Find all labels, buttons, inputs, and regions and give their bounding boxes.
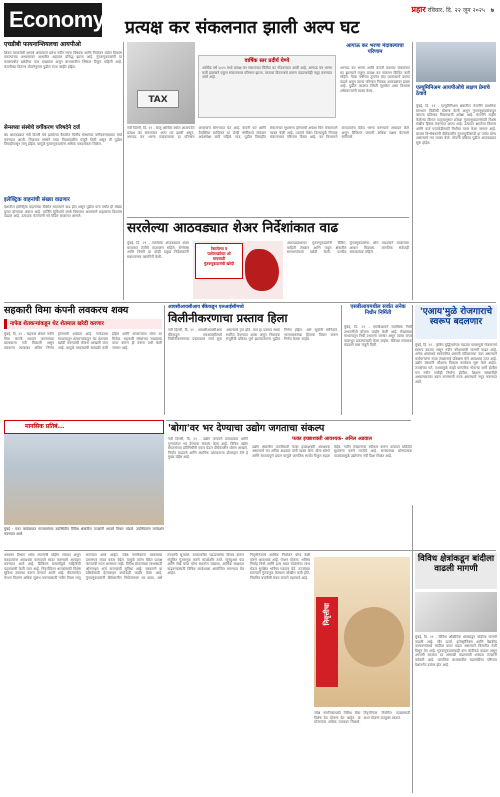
badge-line: मायसाठी	[212, 256, 226, 261]
boxout-title: वार्षिक स्तर प्रदीर्घ घेण्ये	[244, 58, 290, 64]
callout-box	[252, 437, 412, 547]
section-divider	[166, 420, 411, 421]
nafed-kicker	[4, 319, 162, 329]
dateline: रविवार, दि. २२ जून २०२५	[427, 7, 485, 14]
section-divider	[4, 302, 496, 303]
silver-headline-box	[415, 553, 497, 589]
badge-line: गुंतवणूकदारांची खरेदी	[204, 261, 234, 266]
market-badge	[195, 243, 243, 279]
retirement-badge-text: निवृत्तीचा	[322, 603, 331, 626]
article-text: मुंबई, दि. २१ - एल्युमिनिअम क्षेत्रातील कंपनीने प्राथमिक समभाग विक्रीची घोषणा केली असून गुंतवणूकदारांकडून चांगला प्रतिसाद मिळण्याची अपेक्षा आहे. कंपनीने जाहीर केलेल्या किंमत पट्ट्यानुसार छोट्या गुंतवणूकदारांसाठी विशेष राखीव हिस्सा ठेवण्यात आला आहे. उत्पादन क्षमतेचा विस्तार आणि कर्ज परतफेडीसाठी निधीचा वापर केला जाणार आहे. बाजार विश्लेषकांनी दीर्घकालीन गुंतवणुकीसाठी हा पर्याय योग्य असल्याचे मत व्यक्त केले. नोंदणी प्रक्रिया पुढील आठवड्यात सुरू होईल.	[416, 104, 496, 145]
insurance-headline: सहकारी विमा कंपनी लवकरच शक्य	[4, 305, 129, 316]
article-text: मुंबई, दि. २१ - विविध औद्योगिक क्षेत्रांकडून चांदीला मागणी वाढली आहे. सौर ऊर्जा, इलेक्ट्रॉनिक्स आणि वैद्यकीय उपकरणांमध्ये चांदीचा वापर वाढत असल्याने किमतीत तेजी दिसून येत आहे. गुंतवणूकदारांचाही कल चांदीकडे वाढला असून आगामी काळात दर आणखी वाढण्याची शक्यता तज्ज्ञांनी वर्तवली आहे. जागतिक बाजारातील घडामोडींचा परिणाम देशांतर्गत दरांवर होत आहे.	[415, 635, 497, 667]
column-divider	[341, 305, 342, 415]
merger-kicker: आयसीआयसीआय बँकेकडून एलआईसीमध्ये	[168, 305, 244, 310]
ai-headline: 'एआय'मुळे रोजगाराचे स्वरूप बदलणार	[419, 307, 493, 328]
conference-photo	[4, 420, 164, 525]
right-headline-1: एल्युमिनिअम आयपीओचे लक्षण प्रेमाचे ठेवावे	[416, 85, 490, 98]
section-divider	[127, 217, 409, 218]
article-text: आठवड्याभरात गुंतवणूकदारांनी बँकिंग, माहिती तंत्रज्ञान आणि वाहन क्षेत्रातील समभागांमध्ये खरेदी केली. परकीय गुंतवणूकदारांचा ओघ वाढल्याने बाजाराला आधार मिळाला. जागतिक संकेतही सकारात्मक राहिले.	[287, 241, 409, 255]
industry-headline: 'बोगा'वर भर देण्याचा उद्योग जगताचा संकल्प	[168, 423, 325, 434]
article-text: नवी दिल्ली, दि. २१ - आयसीआयसीआय बँकेकडून एलआयसीमध्ये विलीनीकरणाच्या प्रस्तावावर चर्चा सुरू असल्याचे वृत्त होते. मात्र हा प्रस्ताव सध्या स्थगित ठेवण्यात आला असून नियामक मंजुरीची प्रक्रिया पूर्ण झाल्यानंतरच पुढील निर्णय होईल, असे सूत्रांनी सांगितले. भागधारकांच्या हिताचा विचार करून निर्णय घेतला जाईल.	[168, 328, 338, 342]
photo-caption: मुंबई : एका कार्यक्रमात मान्यवरांच्या उपस्थितीत विविध क्षेत्रांतील तज्ज्ञांनी आपले विचार मांडले. उपस्थितांना मार्गदर्शन करण्यात आले.	[4, 527, 164, 536]
tax-label: TAX	[137, 90, 179, 108]
callout-title: फक्त इच्छाशक्ती आवश्यक- अनिल अडवाल	[292, 436, 372, 442]
section-divider	[4, 550, 496, 551]
column-divider	[412, 305, 413, 415]
left-headline-1: एचडीबी फायनान्शियलचा आयपीओ	[4, 41, 81, 48]
article-text: आयकर विभाग सर्वत्र तपासणी मोहीम राबवत असून करदात्यांना आवश्यक कागदपत्रे सादर करण्याचे आवाहन करण्यात आले आहे. डिजिटल प्रणालीद्वारे माहितीची पडताळणी केली जात आहे. निवृत्तीवेतन धारकांसाठी विशेष सुविधा उपलब्ध करून देण्यात आली आहे. बँकांमार्फत पेन्शन वितरण अधिक सुलभ करण्यासाठी नवीन नियम लागू करण्यात आले आहेत. ज्येष्ठ नागरिकांना घरबसल्या प्रमाणपत्र सादर करता येईल. यामुळे त्यांना बँकेत प्रत्यक्ष जाण्याची गरज भासणार नाही. विविध योजनांच्या लाभासाठी ऑनलाइन अर्ज करण्याची सुविधा आहे. सरकारने या प्रक्रियेसाठी हेल्पलाइन क्रमांकही जाहीर केला आहे. गुंतवणूकदारांनी दीर्घकालीन नियोजनावर भर द्यावा, असे तज्ज्ञांनी सुचवले. बाजारातील चढउतारांचा विचार करून संतुलित गुंतवणूक करणे फायदेशीर ठरते. म्युच्युअल फंड आणि रोखे यांचा योग्य समतोल राखावा. आर्थिक साक्षरता वाढवण्यासाठी विविध कार्यशाळा आयोजित करण्यात येत आहेत.	[4, 553, 244, 580]
market-headline: सरलेल्या आठवड्यात शेअर निर्देशांकात वाढ	[127, 220, 339, 236]
right-photo	[416, 42, 496, 82]
column-divider	[123, 42, 124, 300]
article-text: मुंबई, दि. २१ - एसबीआयने सर्वाधिक निधी उभारणीची योजना जाहीर केली आहे. रोख्यांच्या माध्यमातून निधी उभारला जाणार असून त्याचा वापर पायाभूत प्रकल्पांसाठी केला जाईल. बँकेच्या संचालक मंडळाने यास मंजुरी दिली.	[344, 325, 412, 348]
retirement-graphic	[250, 553, 410, 791]
article-text: आर्थिक वर्ष २०२५ मध्ये प्रत्यक्ष कर संकलनात किंचित घट नोंदवण्यात आली आहे. आगाऊ कर भरणा कमी झाल्याने एकूण संकलनावर परिणाम झाला. परतावा वितरणाचे प्रमाण वाढल्याचेही नमूद करण्यात आले आहे.	[202, 66, 332, 80]
article-text: उद्योग क्षेत्रातील प्रगतीसाठी फक्त इच्छाशक्ती आवश्यक असल्याचे मत अनिल अडवाल यांनी व्यक्त केले. योग्य धोरणे आणि सातत्यपूर्ण प्रयत्न यामुळे जागतिक स्पर्धेत टिकून राहता येईल. नवीन तंत्रज्ञानाचा स्वीकार करून उत्पादन प्रक्रियेत सुधारणा करणे गरजेचे आहे. सरकारच्या धोरणात्मक पाठबळामुळे उद्योगांना नवी दिशा मिळत आहे.	[252, 444, 412, 458]
photo-banner-text: मानसिक प्रतिबं...	[25, 423, 65, 430]
bull-graphic	[193, 241, 283, 299]
lead-subtitle-text: आगाऊ कर भरणा मंदावल्याचा परिणाम	[346, 43, 404, 55]
article-text: ज्येष्ठ नागरिकांसाठी विविध बँका विशेष ठेव योजना देत आहेत. या योजनांवर अधिक व्याजदर मिळतो. निवृत्तीनंतर नियमित उत्पन्नासाठी अशा योजना उपयुक्त ठरतात.	[314, 711, 410, 725]
section-title: Economy	[4, 3, 102, 37]
merger-headline: विलीनीकरणाचा प्रस्ताव हिला	[168, 311, 288, 325]
badge-line: पल्टेलवर्डाच्या ओ	[207, 251, 231, 256]
article-text: मुंबई, दि. २१ - सहकार क्षेत्रात नवीन विमा कंपनी स्थापन करण्याच्या प्रस्तावाला गती मिळाली असून लवकरच त्याबाबत अंतिम निर्णय होण्याची शक्यता आहे. नाफेडच्या माध्यमातून शेतकऱ्यांकडून थेट शेतमाल खरेदी करण्याची योजना आखली जात आहे. यामुळे मध्यस्थांची साखळी कमी होईल आणि शेतकऱ्यांना योग्य दर मिळेल. सहकारी संस्थांच्या जाळ्याचा वापर करून ही यंत्रणा उभी केली जाणार आहे.	[4, 332, 162, 350]
silver-headline: विविध क्षेत्रांकडून बांदीला वाढली मागणी	[417, 554, 495, 574]
retirement-photo	[314, 557, 410, 707]
ai-headline-box	[415, 305, 497, 339]
article-text: बंद आठवड्यात नवी दिल्ली येथे झालेल्या बैठकीत वित्तीय संस्थांच्या वर्गीकरणाबाबत चर्चा करण्यात आली. नियामक संस्थेने नव्या नियमावलीस मंजुरी दिली असून ती पुढील तिमाहीपासून लागू होईल. यामुळे गुंतवणूकदारांना अधिक पारदर्शकता मिळेल.	[4, 133, 122, 147]
silver-photo	[415, 592, 497, 632]
article-text: नवी दिल्ली, दि. २१ - चालू आर्थिक वर्षात आतापर्यंत प्रत्यक्ष कर संकलनात अल्प घट झाली असून, आगाऊ कर भरणा मंदावल्याचा हा परिणाम असल्याचे सांगण्यात येत आहे. कंपनी कर आणि वैयक्तिक प्राप्तिकर या दोन्ही श्रेणींमध्ये संकलन अपेक्षेपेक्षा कमी राहिले. मात्र, पुढील तिमाहीत संकलनात सुधारणा होण्याची अपेक्षा वित्त मंत्रालयाने व्यक्त केली आहे. परतावे वेळेत दिल्यामुळे निव्वळ संकलनावर परिणाम दिसत आहे. कर विभागाने करदात्यांना वेळेत भरणा करण्याचे आवाहन केले असून डिजिटल प्रणाली अधिक सक्षम केल्याचे सांगितले.	[127, 126, 409, 140]
page-number: ७	[490, 7, 494, 14]
article-text: देशातील इलेक्ट्रिक वाहनांच्या विक्रीत सातत्याने वाढ होत असून पुढील पाच वर्षांत ही संख्या दुप्पट होण्याचा अंदाज आहे. चार्जिंग सुविधांचे जाळे विस्तारत असल्याने ग्राहकांचा विश्वास वाढला आहे. उत्पादक कंपन्यांनी नवे मॉडेल बाजारात आणले.	[4, 205, 122, 219]
newspaper-logo: प्रहार	[411, 5, 426, 14]
article-text: मुंबई, दि. २१ - कृत्रिम बुद्धिमत्तेच्या वाढत्या वापरामुळे रोजगाराचे स्वरूप बदलत असून नवीन कौशल्यांची मागणी वाढत आहे. अनेक क्षेत्रांमध्ये स्वयंचलित प्रणाली स्वीकारल्या जात असल्याने कर्मचाऱ्यांना नव्या तंत्रज्ञानाचे प्रशिक्षण घेणे आवश्यक ठरत आहे. उद्योग संस्थांनी कौशल्य विकास कार्यक्रम सुरू केले आहेत. तज्ज्ञांच्या मते, एआयमुळे काही पारंपरिक नोकऱ्या कमी होतील पण नवीन संधीही निर्माण होतील. शिक्षण संस्थांनीही अभ्यासक्रमात बदल करण्याची गरज असल्याचे नमूद करण्यात आले.	[415, 343, 497, 384]
badge-line: टेस्टलेल्या व	[210, 246, 228, 251]
couple-image	[344, 607, 404, 667]
nafed-kicker-text: नाफेड शेतकऱ्यांकडून थेट शेतमाल खरेदी करणार	[10, 321, 104, 327]
lead-boxout	[198, 55, 336, 118]
masthead	[412, 4, 495, 15]
bull-icon	[245, 249, 279, 291]
column-divider	[412, 505, 413, 793]
article-text: आगाऊ कर भरणा आणि कंपनी कराच्या संकलनात घट झाल्याने एकूण प्रत्यक्ष कर संकलन किंचित कमी राहिले. गेल्या वर्षीच्या तुलनेत यंदा परताव्याचे प्रमाण वाढले असून त्याचा परिणाम निव्वळ आकड्यांवर झाला आहे. पुढील काळात स्थिती सुधारेल असा विश्वास अधिकाऱ्यांनी व्यक्त केला.	[340, 66, 410, 93]
tax-image	[127, 42, 195, 124]
column-divider	[412, 42, 413, 300]
lead-subtitle	[340, 44, 410, 56]
photo-banner	[4, 420, 164, 434]
article-text: शिवम वापरलेली आपले असल्याचे प्रारंभ नवीन रचना विषयक आणि नियोजन उद्योग विकास प्रकल्पाच्या अभ्यासावर आधारित अहवाल प्रसिद्ध झाला आहे. गुंतवणूकदारांनी या कालावधीत खरेदीचा कल दाखवला असून बाजारातील स्थिरता टिकून राहिली आहे. कंपनीच्या वितरण योजनेनुसार पुढील टप्पा जाहीर होईल.	[4, 50, 122, 69]
article-text: मुंबई, दि. २१ - सरलेल्या आठवड्यात शेअर बाजारात तेजीचे वातावरण राहिले. सेन्सेक्स आणि निफ्टी या दोन्ही प्रमुख निर्देशांकांनी सकारात्मक कामगिरी केली.	[127, 241, 189, 259]
article-text: निवृत्तीनंतरचे आर्थिक नियोजन योग्य वेळी करणे आवश्यक आहे. पेन्शन योजना, भविष्य निर्वाह निधी आणि इतर बचत योजनांचा लाभ घेऊन सुरक्षित भविष्य घडवता येते. तज्ज्ञांच्या सल्ल्याने गुंतवणूक केल्यास जोखीम कमी होते. नियमित बचतीची सवय लावणे महत्त्वाचे आहे.	[250, 553, 310, 580]
retirement-badge	[316, 597, 338, 687]
left-headline-2: सेन्सच्या संस्थेचे वर्गीकरण परिषदेने दर्ज	[4, 124, 80, 131]
lead-headline: प्रत्यक्ष कर संकलनात झाली अल्प घट	[125, 18, 360, 38]
column-divider	[164, 305, 165, 415]
sbi-headline: एसबीआयमधील सर्वात अनेक निधीन निर्मिती	[350, 304, 406, 316]
left-column	[4, 42, 122, 307]
article-text: नवी दिल्ली, दि. २१ - उद्योग जगताने उत्पादकता आणि गुणवत्तेवर भर देण्याचा संकल्प केला आहे. विविध उद्योग संघटनांच्या प्रतिनिधींनी एकत्र येऊन दीर्घकालीन धोरण आखले. निर्यात वाढवणे आणि स्थानिक उत्पादनाला प्रोत्साहन देणे हे मुख्य उद्दिष्ट आहे.	[168, 437, 248, 460]
page-header	[0, 0, 500, 40]
left-headline-3: इलेक्ट्रिक वाहनांची संख्या वाढणार	[4, 197, 70, 204]
